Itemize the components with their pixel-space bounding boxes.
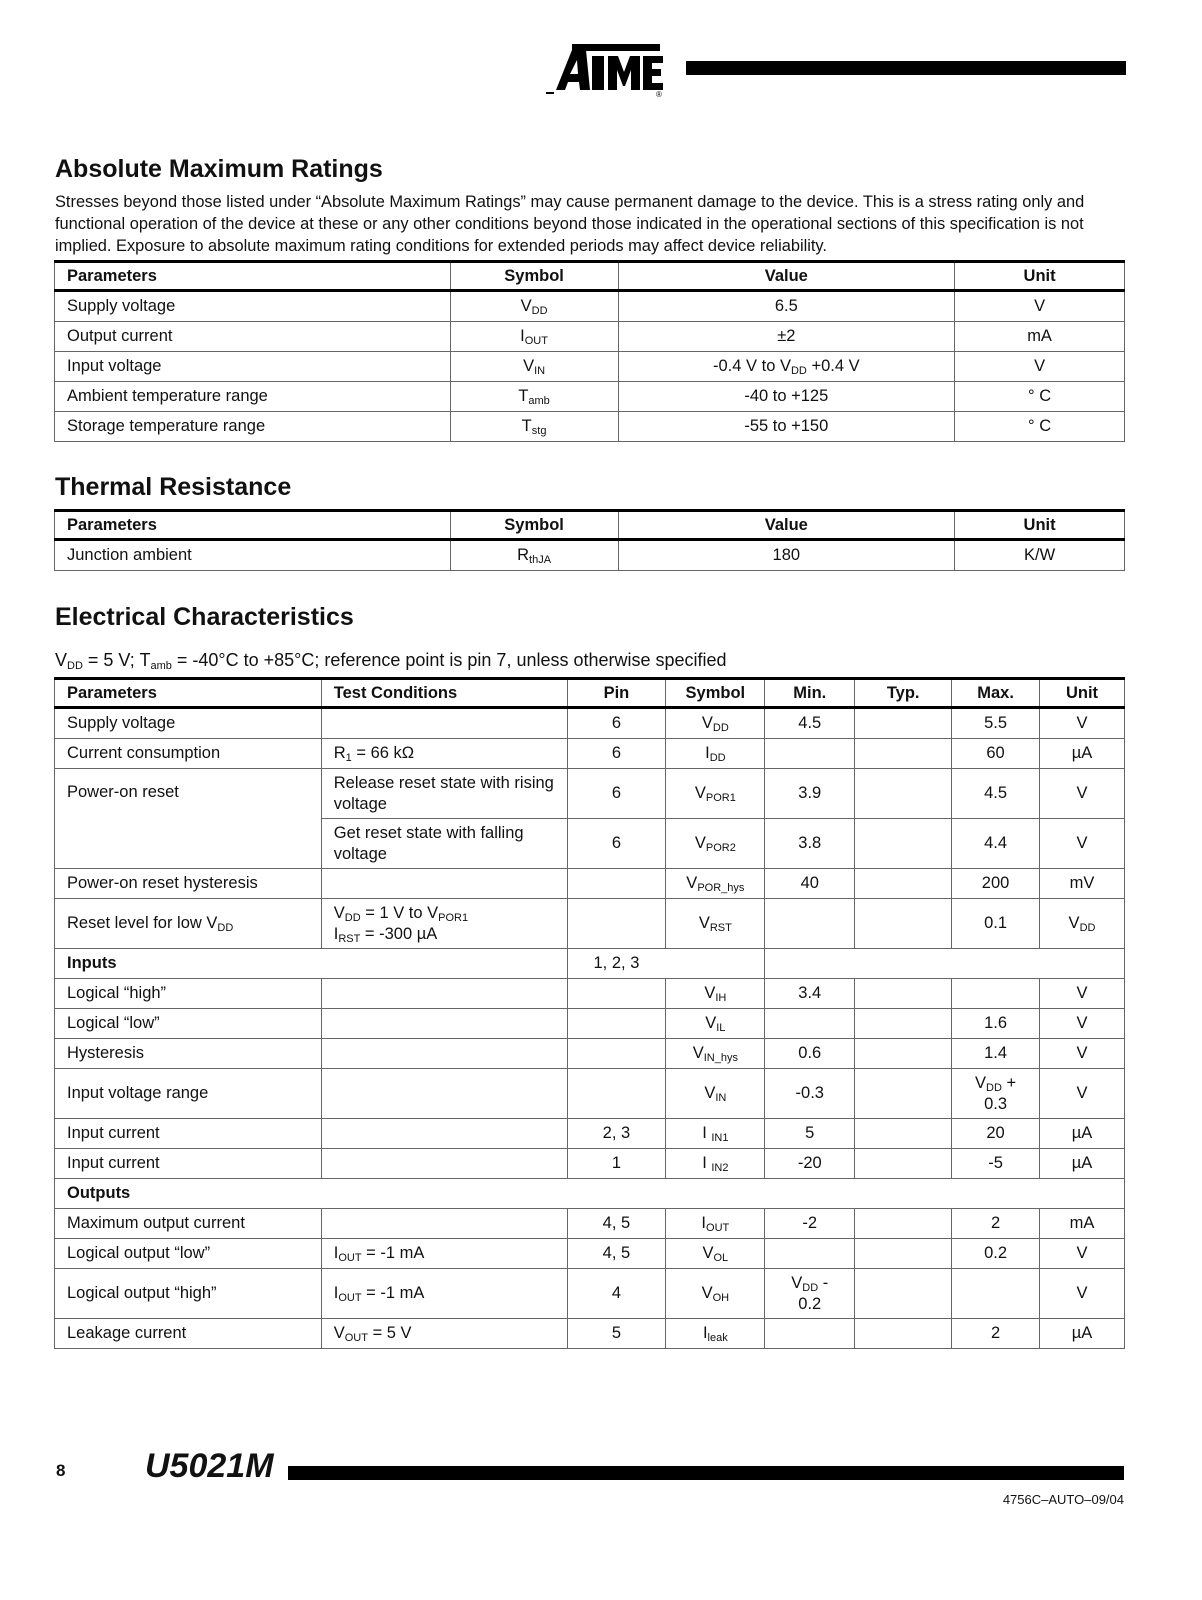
table-row [55,540,1125,571]
table-row [55,1039,1125,1069]
cell-max: 20 [952,1119,1040,1149]
registered-mark: ® [656,90,662,98]
cell-min [765,739,855,769]
cell-pin: 4, 5 [567,1209,666,1239]
cell-parameter: Leakage current [55,1319,322,1349]
amr-title: Absolute Maximum Ratings [55,155,383,183]
cell-typ [855,1239,952,1269]
table-row [55,1009,1125,1039]
table-row [55,322,1125,352]
cell-value: 6.5 [618,291,955,322]
header-pin: Pin [567,679,666,708]
cell-symbol: $V_{POR\_hys}$ [666,869,765,899]
header-typ: Typ. [855,679,952,708]
header-max: Max. [952,679,1040,708]
cell-symbol: $V_{OL}$ [666,1239,765,1269]
section-filler [765,949,1125,979]
cell-max: 4.4 [952,819,1040,869]
amr-table [54,260,1125,442]
cell-min: 40 [765,869,855,899]
cell-test-conditions: $V_{OUT} = 5$ V [321,1319,567,1349]
cell-parameter: Input current [55,1149,322,1179]
cell-symbol: $T_{amb}$ [450,382,618,412]
cell-parameter: Ambient temperature range [55,382,451,412]
cell-min: 3.8 [765,819,855,869]
table-row [55,769,1125,819]
cell-pin [567,1069,666,1119]
cell-typ [855,1119,952,1149]
cell-parameter: Logical “high” [55,979,322,1009]
table-header-row [55,262,1125,291]
cell-test-conditions: $I_{OUT} = -1$ mA [321,1269,567,1319]
cell-min [765,1009,855,1039]
cell-unit: V [1040,1269,1125,1319]
cell-value: -0.4 V to $V_{DD} +0.4$ V [618,352,955,382]
cell-pin [567,1009,666,1039]
cell-test-conditions [321,1039,567,1069]
cell-unit: V [1040,1239,1125,1269]
cell-parameter: Supply voltage [55,291,451,322]
cell-test-conditions [321,1069,567,1119]
cell-unit: V [955,352,1125,382]
header-symbol: Symbol [450,511,618,540]
cell-unit: V [1040,979,1125,1009]
table-row [55,1269,1125,1319]
table-row [55,382,1125,412]
table-row [55,869,1125,899]
table-row [55,739,1125,769]
table-row [55,979,1125,1009]
cell-unit: V [1040,708,1125,739]
cell-unit: mA [1040,1209,1125,1239]
cell-test-conditions: $V_{DD} = 1$ V to $V_{POR1}$ $I_{RST} = -300$ µA [321,899,567,949]
cell-max [952,1269,1040,1319]
cell-typ [855,979,952,1009]
cell-parameter: Supply voltage [55,708,322,739]
cell-unit: $V_{DD}$ [1040,899,1125,949]
table-row [55,708,1125,739]
cell-unit: V [1040,769,1125,819]
table-row [55,291,1125,322]
cell-value: -40 to +125 [618,382,955,412]
cell-unit: V [1040,1009,1125,1039]
cell-symbol: I $_{IN1}$ [666,1119,765,1149]
table-row [55,1119,1125,1149]
cell-pin: 6 [567,739,666,769]
cell-unit: ° C [955,412,1125,442]
section-row-outputs [55,1179,1125,1209]
cell-pin: 2, 3 [567,1119,666,1149]
cell-symbol: $R_{thJA}$ [450,540,618,571]
section-row-inputs [55,949,1125,979]
cell-test-conditions [321,1119,567,1149]
cell-parameter: Power-on reset [55,769,322,869]
cell-test-conditions [321,869,567,899]
cell-typ [855,1209,952,1239]
cell-unit: V [955,291,1125,322]
cell-symbol: I $_{IN2}$ [666,1149,765,1179]
header-parameters: Parameters [55,679,322,708]
elec-title: Electrical Characteristics [55,603,354,631]
cell-typ [855,1149,952,1179]
cell-typ [855,739,952,769]
cell-typ [855,1069,952,1119]
cell-max: $V_{DD}$ + 0.3 [952,1069,1040,1119]
cell-max: 1.4 [952,1039,1040,1069]
header-unit: Unit [955,511,1125,540]
cell-unit: µA [1040,739,1125,769]
cell-pin: 5 [567,1319,666,1349]
cell-min: 4.5 [765,708,855,739]
table-row [55,899,1125,949]
cell-typ [855,1319,952,1349]
elec-conditions: $V_{DD} = 5$ V; $T_{amb} = -40^\circ C$ to +85°C; reference point is pin 7, unless otherwise specified [55,650,727,672]
cell-parameter: Junction ambient [55,540,451,571]
page-number: 8 [56,1461,66,1480]
header-symbol: Symbol [666,679,765,708]
cell-parameter: Output current [55,322,451,352]
cell-pin: 1 [567,1149,666,1179]
cell-parameter: Hysteresis [55,1039,322,1069]
cell-max [952,979,1040,1009]
cell-pin [567,979,666,1009]
cell-symbol: $I_{OUT}$ [666,1209,765,1239]
cell-max: 0.1 [952,899,1040,949]
cell-unit: mV [1040,869,1125,899]
cell-symbol: $V_{IN}$ [666,1069,765,1119]
cell-max: 60 [952,739,1040,769]
cell-min: 3.9 [765,769,855,819]
cell-typ [855,708,952,739]
cell-unit: µA [1040,1319,1125,1349]
cell-typ [855,1269,952,1319]
cell-max: 0.2 [952,1239,1040,1269]
elec-table [54,677,1125,1349]
cell-parameter: Logical output “high” [55,1269,322,1319]
cell-min: 0.6 [765,1039,855,1069]
cell-min [765,1319,855,1349]
cell-parameter: Maximum output current [55,1209,322,1239]
cell-unit: K/W [955,540,1125,571]
cell-min: 5 [765,1119,855,1149]
cell-typ [855,819,952,869]
cell-symbol: $V_{DD}$ [666,708,765,739]
cell-typ [855,769,952,819]
cell-parameter: Power-on reset hysteresis [55,869,322,899]
cell-parameter: Input current [55,1119,322,1149]
cell-min: $V_{DD}$ - 0.2 [765,1269,855,1319]
cell-pin: 4 [567,1269,666,1319]
cell-min: 3.4 [765,979,855,1009]
section-label-inputs: Inputs [55,949,568,979]
cell-test-conditions: $I_{OUT} = -1$ mA [321,1239,567,1269]
cell-symbol: $V_{IL}$ [666,1009,765,1039]
header-value: Value [618,511,955,540]
document-code: 4756C–AUTO–09/04 [1002,1492,1124,1507]
cell-parameter: Current consumption [55,739,322,769]
cell-symbol: $T_{stg}$ [450,412,618,442]
thermal-table [54,509,1125,571]
table-row [55,352,1125,382]
cell-typ [855,899,952,949]
header-test-conditions: Test Conditions [321,679,567,708]
cell-pin: 4, 5 [567,1239,666,1269]
cell-max: 4.5 [952,769,1040,819]
cell-pin: 6 [567,708,666,739]
cell-min [765,899,855,949]
cell-symbol: $V_{IH}$ [666,979,765,1009]
header-min: Min. [765,679,855,708]
cell-max: -5 [952,1149,1040,1179]
atmel-logo [546,38,668,98]
cell-symbol: $I_{DD}$ [666,739,765,769]
cell-test-conditions [321,1009,567,1039]
table-header-row [55,679,1125,708]
cell-symbol: $V_{POR2}$ [666,819,765,869]
table-row [55,1239,1125,1269]
header-value: Value [618,262,955,291]
cell-max: 200 [952,869,1040,899]
cell-unit: V [1040,1069,1125,1119]
cell-min: -0.3 [765,1069,855,1119]
product-name: U5021M [145,1447,274,1485]
footer-bar [288,1466,1124,1480]
cell-unit: µA [1040,1119,1125,1149]
table-row [55,1069,1125,1119]
cell-unit: V [1040,1039,1125,1069]
cell-pin [567,1039,666,1069]
cell-min [765,1239,855,1269]
cell-symbol: $V_{POR1}$ [666,769,765,819]
cell-unit: V [1040,819,1125,869]
table-row [55,412,1125,442]
cell-symbol: $V_{RST}$ [666,899,765,949]
cell-parameter: Storage temperature range [55,412,451,442]
cell-max: 1.6 [952,1009,1040,1039]
table-row [55,1149,1125,1179]
cell-symbol: $V_{IN\_hys}$ [666,1039,765,1069]
header-parameters: Parameters [55,511,451,540]
cell-pin [567,869,666,899]
cell-symbol: $V_{IN}$ [450,352,618,382]
cell-unit: mA [955,322,1125,352]
cell-test-conditions [321,1209,567,1239]
header-unit: Unit [1040,679,1125,708]
cell-test-conditions [321,979,567,1009]
cell-max: 2 [952,1319,1040,1349]
cell-pin: 6 [567,769,666,819]
thermal-title: Thermal Resistance [55,473,292,501]
table-header-row [55,511,1125,540]
header-symbol: Symbol [450,262,618,291]
cell-unit: µA [1040,1149,1125,1179]
cell-typ [855,1039,952,1069]
cell-test-conditions: Release reset state with rising voltage [321,769,567,819]
cell-test-conditions: Get reset state with falling voltage [321,819,567,869]
cell-parameter: Logical output “low” [55,1239,322,1269]
header-bar [686,61,1126,75]
header-parameters: Parameters [55,262,451,291]
cell-parameter: Reset level for low $V_{DD}$ [55,899,322,949]
header-unit: Unit [955,262,1125,291]
cell-parameter: Logical “low” [55,1009,322,1039]
cell-value: 180 [618,540,955,571]
cell-unit: ° C [955,382,1125,412]
table-row [55,1319,1125,1349]
cell-parameter: Input voltage range [55,1069,322,1119]
cell-max: 2 [952,1209,1040,1239]
cell-pin [567,899,666,949]
cell-test-conditions [321,1149,567,1179]
cell-symbol: $V_{DD}$ [450,291,618,322]
cell-test-conditions: $R_1 = 66$ kΩ [321,739,567,769]
cell-max: 5.5 [952,708,1040,739]
cell-min: -20 [765,1149,855,1179]
section-label-outputs: Outputs [55,1179,1125,1209]
cell-min: -2 [765,1209,855,1239]
cell-pin: 1, 2, 3 [567,949,765,979]
cell-typ [855,1009,952,1039]
cell-test-conditions [321,708,567,739]
cell-parameter: Input voltage [55,352,451,382]
cell-value: -55 to +150 [618,412,955,442]
cell-symbol: $I_{OUT}$ [450,322,618,352]
table-row [55,1209,1125,1239]
cell-typ [855,869,952,899]
amr-intro: Stresses beyond those listed under “Absolute Maximum Ratings” may cause permanent damage to the device. This is a stress rating only and functional operation of the device at these or any other conditions beyond those indicated in the operational sections of this specification is not implied. Exposure to absolute maximum rating conditions for extended periods may affect device reliability. [55,193,1085,255]
cell-symbol: $V_{OH}$ [666,1269,765,1319]
cell-pin: 6 [567,819,666,869]
cell-symbol: $I_{leak}$ [666,1319,765,1349]
cell-value: ±2 [618,322,955,352]
